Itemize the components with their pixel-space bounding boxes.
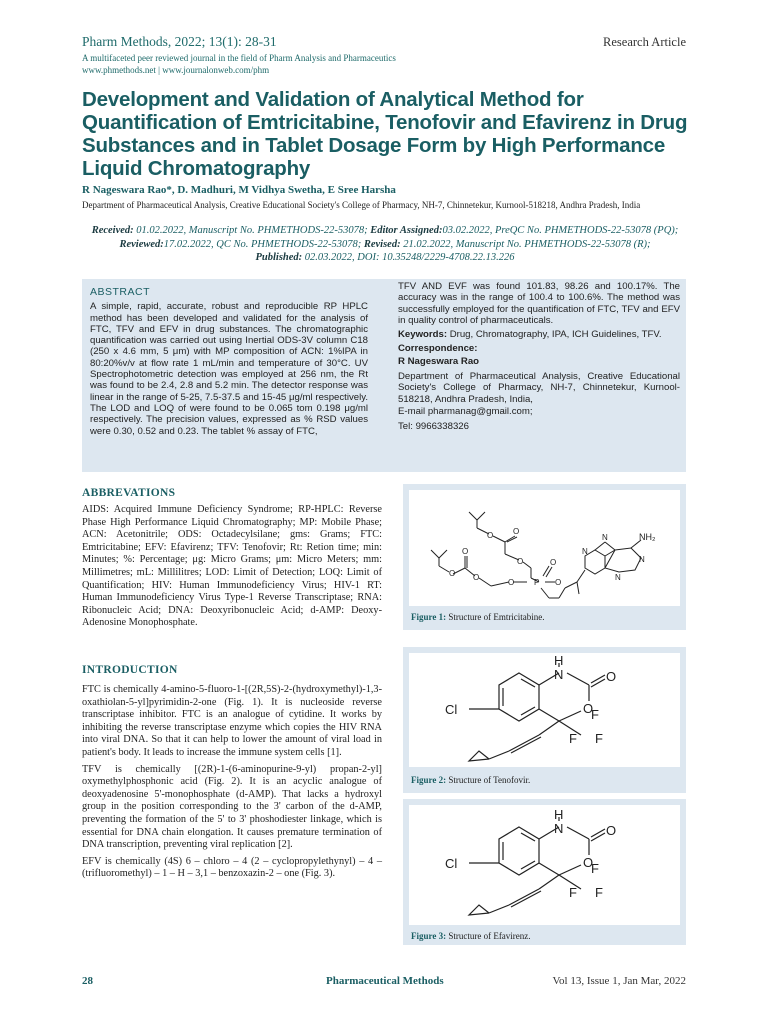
fluorine-atom: F: [595, 731, 603, 746]
efavirenz-structure: [409, 805, 680, 925]
correspondent-name: R Nageswara Rao: [398, 355, 480, 367]
fluorine-atom: F: [591, 707, 599, 722]
nitrogen-atom: N: [554, 821, 564, 836]
correspondent-address: Department of Pharmaceutical Analysis, Creative Educational Society's College of Pharmacy, NH-7, Chinnetekur, Kurnool-518218, Andhra Pradesh, India,: [398, 371, 680, 405]
oxygen-atom: O: [606, 823, 617, 838]
fluorine-atom: F: [569, 885, 577, 900]
figure-3: [403, 799, 686, 945]
nitrogen-atom: N: [615, 573, 621, 582]
abstract-text-continued: TFV AND EVF was found 101.83, 98.26 and 100.17%. The accuracy was in the range of 100.4 to 100.6%. The method was successfully employed for the quantification of FTC, TFV and EFV in quality control of pharmaceuticals.: [398, 281, 680, 326]
article-type: Research Article: [603, 35, 686, 49]
submission-dates: [82, 224, 688, 265]
fluorine-atom: F: [595, 885, 603, 900]
figure-2-caption: Figure 2: Structure of Tenofovir.: [411, 775, 531, 785]
introduction-paragraph: EFV is chemically (4S) 6 – chloro – 4 (2 – cyclopropylethynyl) – 4 – (trifluoromethyl) – 1 – H – 3,1 – benzoxazin-2 – one (Fig. 3).: [82, 855, 382, 880]
keywords-value: Drug, Chromatography, IPA, ICH Guidelines, TFV.: [449, 329, 662, 341]
phosphorus-atom: P: [534, 578, 540, 587]
abbreviations-heading: ABBREVATIONS: [82, 487, 176, 499]
abstract-heading: ABSTRACT: [90, 286, 151, 298]
affiliation: Department of Pharmaceutical Analysis, Creative Educational Society's College of Pharmacy, NH-7, Chinnetekur, Kurnool-518218, Andhra Pradesh, India: [82, 200, 641, 210]
oxygen-atom: O: [487, 531, 494, 540]
author-list: R Nageswara Rao*, D. Madhuri, M Vidhya Swetha, E Sree Harsha: [82, 184, 396, 196]
figure-1: [403, 484, 686, 630]
chlorine-atom: Cl: [445, 856, 458, 871]
tenofovir-structure: [409, 653, 680, 767]
revised-label: Revised:: [363, 238, 401, 250]
oxygen-atom: O: [550, 558, 557, 567]
keywords: [398, 329, 680, 340]
published-value: 02.03.2022, DOI: 10.35248/2229-4708.22.13.226: [304, 252, 515, 263]
editor-value: 03.02.2022, PreQC No. PHMETHODS-22-53078 (PQ);: [442, 225, 679, 236]
nitrogen-atom: N: [582, 547, 588, 556]
figure-1-image: [409, 490, 680, 606]
nitrogen-atom: N: [554, 667, 564, 682]
figure-2: [403, 647, 686, 793]
figure-2-image: [409, 653, 680, 767]
correspondence-label: Correspondence:: [398, 343, 478, 355]
oxygen-atom: O: [508, 578, 515, 587]
paper-title: Development and Validation of Analytical Method for Quantification of Emtricitabine, Tenofovir and Efavirenz in Drug Substances and in Tablet Dosage Form by High Performance Liquid Chromatography: [82, 88, 688, 180]
nitrogen-atom: N: [639, 555, 645, 564]
nitrogen-atom: N: [602, 533, 608, 542]
oxygen-atom: O: [583, 701, 594, 716]
chlorine-atom: Cl: [445, 702, 458, 717]
oxygen-atom: O: [555, 578, 562, 587]
oxygen-atom: O: [449, 569, 456, 578]
editor-label: Editor Assigned:: [370, 225, 443, 236]
keywords-label: Keywords:: [398, 329, 448, 341]
footer-journal: Pharmaceutical Methods: [326, 975, 444, 987]
figure-3-caption: Figure 3: Structure of Efavirenz.: [411, 931, 531, 941]
introduction-body: [82, 684, 382, 885]
received-value: 01.02.2022, Manuscript No. PHMETHODS-22-53078;: [136, 225, 368, 236]
emtricitabine-structure: [409, 490, 680, 606]
reviewed-value: 17.02.2022, QC No. PHMETHODS-22-53078;: [163, 238, 362, 250]
journal-citation: Pharm Methods, 2022; 13(1): 28-31: [82, 34, 277, 49]
oxygen-atom: O: [583, 855, 594, 870]
figure-3-image: [409, 805, 680, 925]
abbreviations-text: AIDS: Acquired Immune Deficiency Syndrome; RP-HPLC: Reverse Phase High Performance Liquid Chromatography; MP: Mobile Phase; ACN: Acetonitrile; ODS: Octadecylsilane; gms: Grams; FTC: Emtricitabine; EFV: Efavirenz; TFV: Tenofovir; Rt: Retion time; min: Minutes; %: Percentage; μg: Micro Grams; μm: Micro Meters; mm: Millimetres; mL: Millilitres; LOD: Limit of Detection; LOQ: Limit of Quantification; HIV: Human Immunodeficiency Virus; HIV-1 RT: Human Immunodeficiency Virus Type-1 Reverse Transcriptase; RNA: Ribonucleic Acid; DNA: Deoxyribonucleic Acid; d-AMP: Deoxy-Adenosine Monophosphate.: [82, 504, 382, 629]
figure-1-caption: Figure 1: Structure of Emtricitabine.: [411, 612, 545, 622]
hydrogen-atom: H: [554, 807, 564, 822]
abstract-left-column: [90, 287, 368, 437]
hydrogen-atom: H: [554, 653, 564, 668]
revised-value: 21.02.2022, Manuscript No. PHMETHODS-22-53078 (R);: [403, 238, 651, 250]
correspondent-email[interactable]: E-mail pharmanag@gmail.com;: [398, 405, 533, 417]
fluorine-atom: F: [591, 861, 599, 876]
oxygen-atom: O: [462, 547, 469, 556]
reviewed-label: Reviewed:: [119, 238, 164, 250]
abstract-right-column: [398, 281, 680, 436]
abstract-box: [82, 279, 686, 472]
oxygen-atom: O: [513, 527, 520, 536]
journal-tagline: A multifaceted peer reviewed journal in the field of Pharm Analysis and Pharmaceutics: [82, 53, 396, 63]
oxygen-atom: O: [517, 557, 524, 566]
oxygen-atom: O: [473, 573, 480, 582]
received-label: Received:: [91, 225, 134, 236]
journal-urls[interactable]: www.phmethods.net | www.journalonweb.com/phm: [82, 65, 270, 75]
amino-group: NH₂: [639, 532, 656, 542]
published-label: Published:: [255, 252, 303, 263]
introduction-paragraph: TFV is chemically [(2R)-1-(6-aminopurine-9-yl) propan-2-yl] oxymethylphosphonic acid (Fig. 2). It is an acyclic analogue of deoxyadenosine 5'-monophosphate (d-AMP). That lacks a hydroxyl group in the position corresponding to the 3' carbon of the d-AMP, preventing the formation of the 5' to 3' phoshodiester linkage, which is essential for DNA chain elongation. It causes premature termination of DNA transcription, preventing viral replication [2].: [82, 763, 382, 851]
page-number: 28: [82, 975, 93, 987]
correspondent-tel: Tel: 9966338326: [398, 421, 469, 433]
introduction-paragraph: FTC is chemically 4-amino-5-fluoro-1-[(2R,5S)-2-(hydroxymethyl)-1,3-oxathiolan-5-yl]pyrimidin-2-one (Fig. 1). It is nucleoside reverse transcriptase inhibitor. FTC is an analogue of cytidine. It works by inhibiting the reverse transcriptase enzyme which copies the HIV RNA into viral DNA. So that it can help to lower the amount of viral load in patient's body. It leads to increase the immune system cells [1].: [82, 684, 382, 758]
fluorine-atom: F: [569, 731, 577, 746]
oxygen-atom: O: [606, 669, 617, 684]
introduction-heading: INTRODUCTION: [82, 664, 178, 676]
footer-volume: Vol 13, Issue 1, Jan Mar, 2022: [552, 975, 686, 987]
abstract-text: A simple, rapid, accurate, robust and reproducible RP HPLC method has been developed and validated for the analysis of FTC, TFV and EFV in drug substances. The chromatographic quantification was carried out using Inertial ODS-3V column C18 (250 x 4.6 mm, 5 μm) with MP composition of ACN: 1%IPA in 80:20%v/v at flow rate 1 mL/min and temperature of 30°C. UV Spectrophotometric detection was employed at 256 nm, the Rt was found to be 2.4, 2.8 and 5.2 min. The detector response was linear in the range of 5-25, 7.5-37.5 and 15-45 μg/ml respectively. The LOD and LOQ of were found to be 0.065 tom 0.198 μg/ml respectively. The precision values, expressed as % RSD values were 0.30, 0.52 and 0.23. The tablet % assay of FTC,: [90, 301, 368, 437]
